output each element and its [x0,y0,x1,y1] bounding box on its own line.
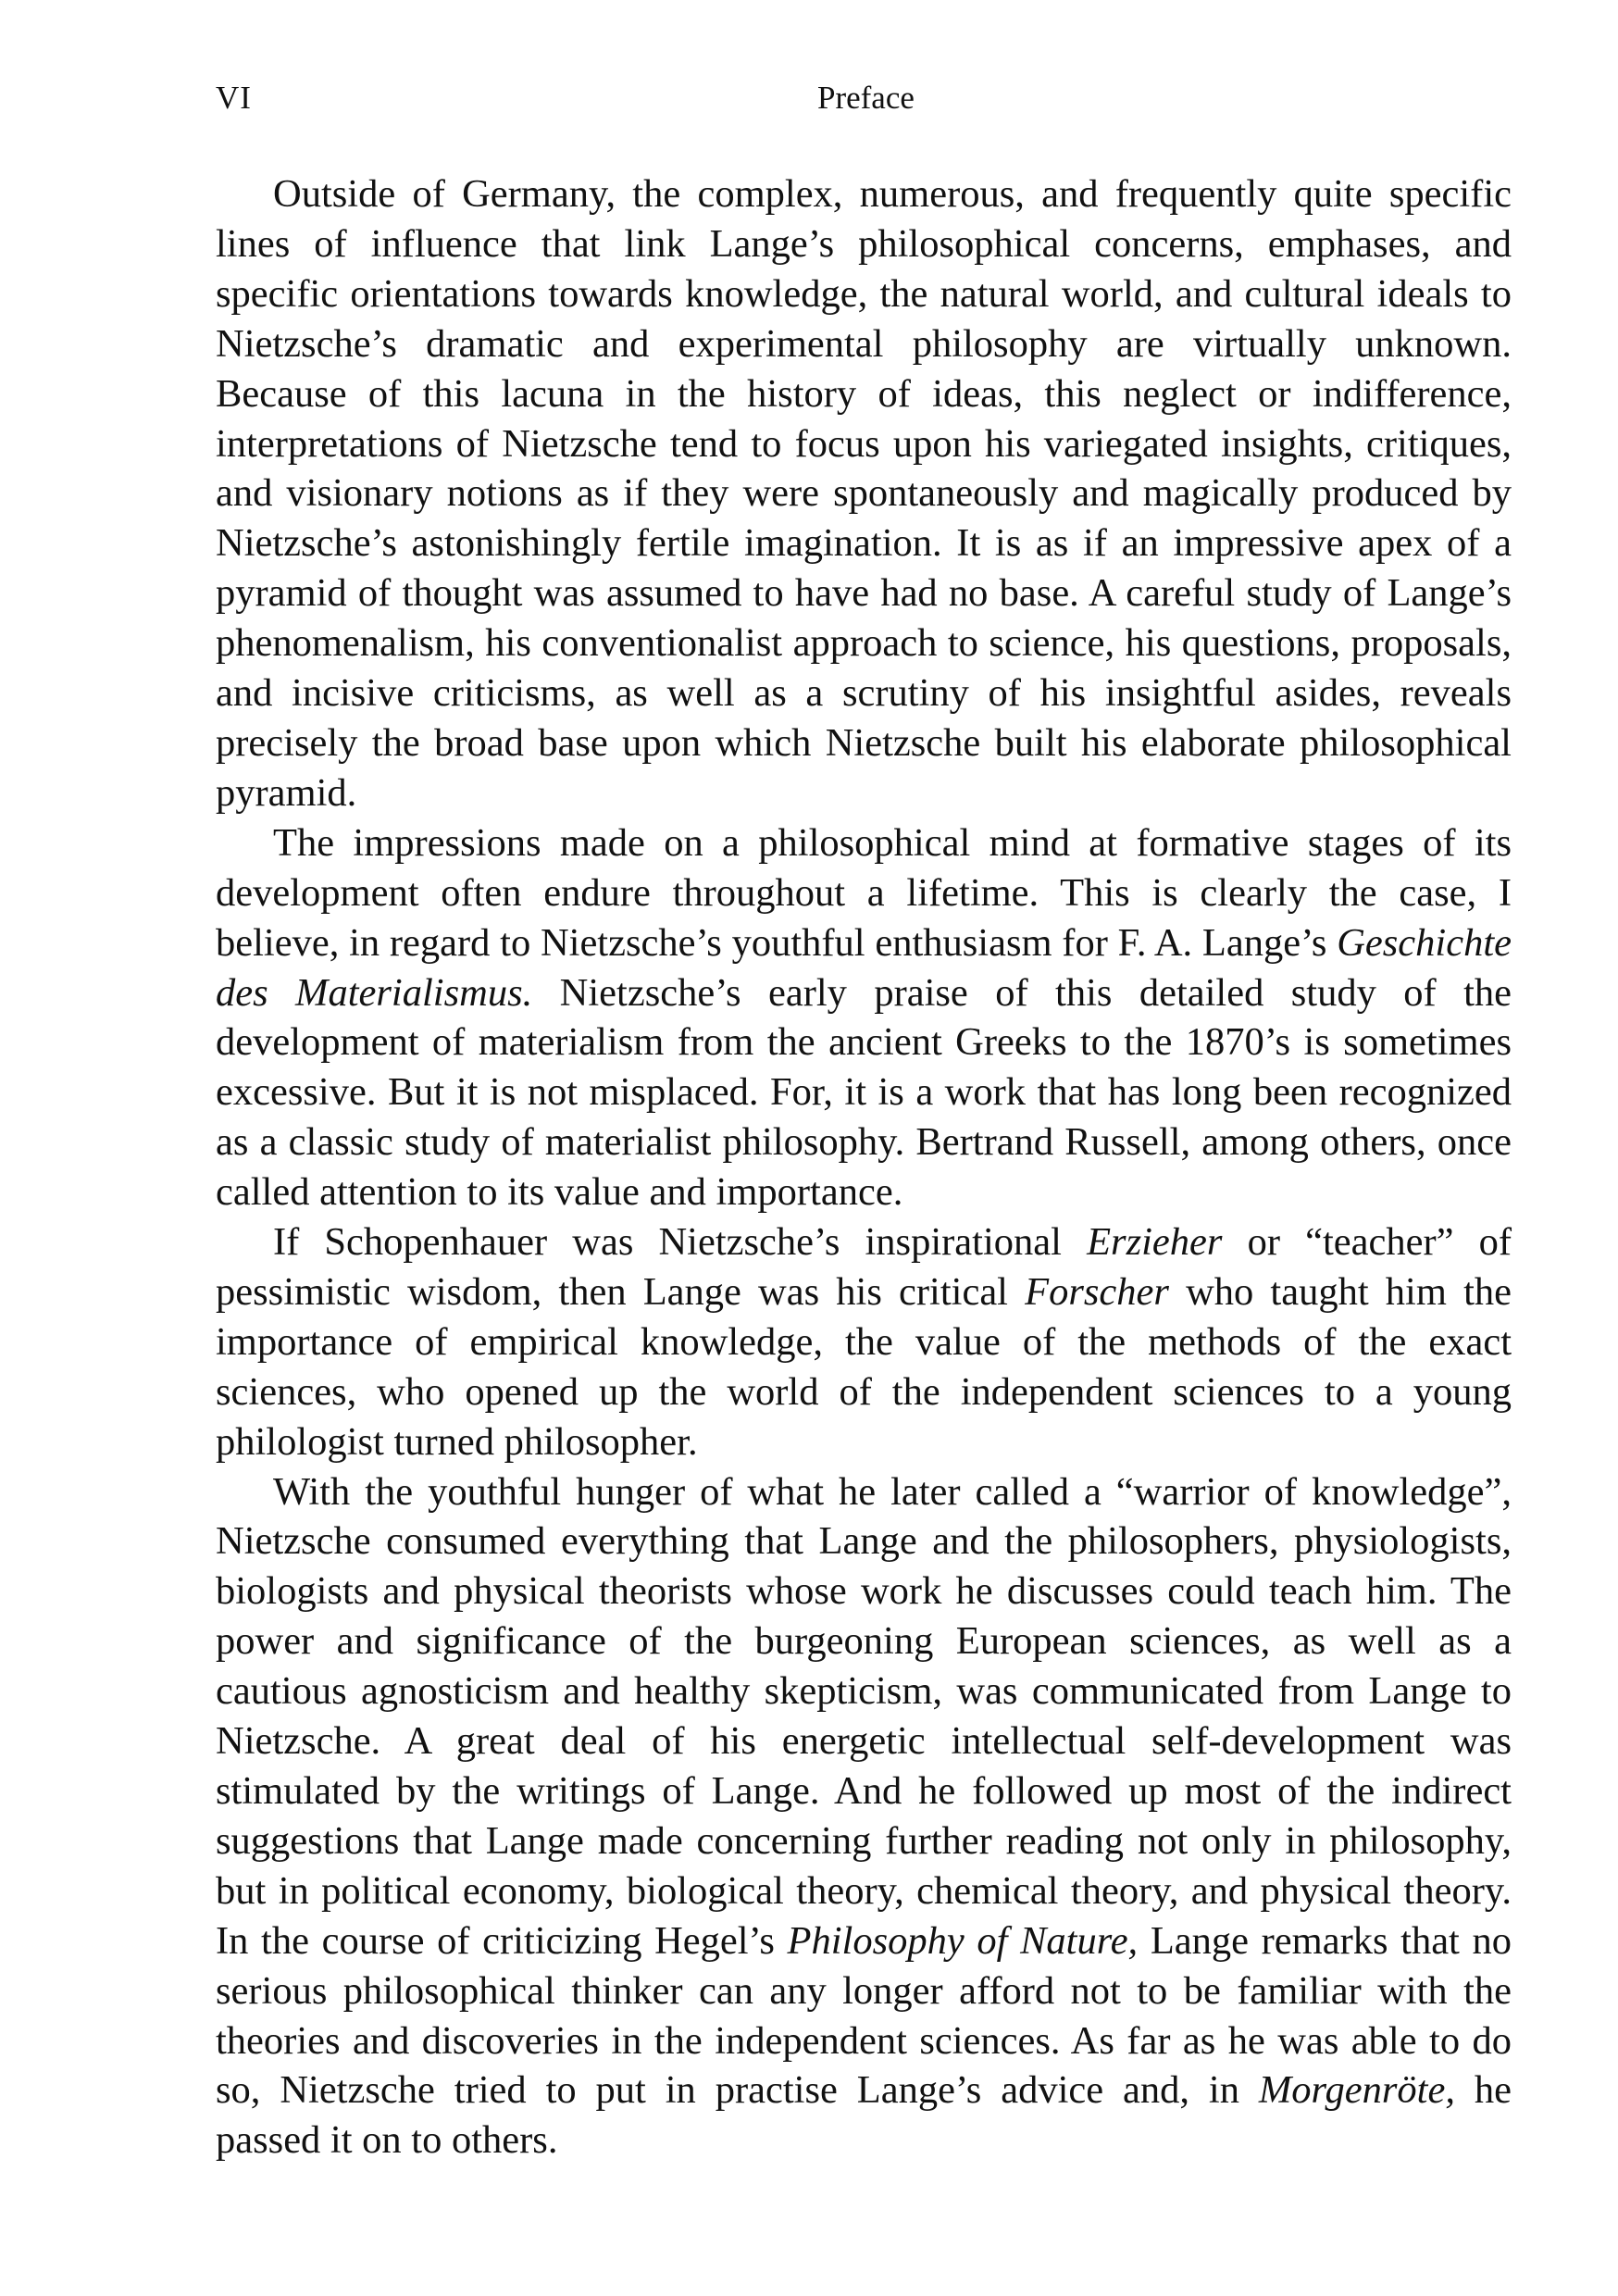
running-head [216,80,1512,126]
paragraph-3-text-2: or “teacher” of pessimistic wisdom, then Lange was his critical [216,1220,1512,1314]
term-forscher: Forscher [1025,1269,1169,1314]
paragraph-4-text-2: Lange remarks that no serious philosophical thinker can any longer afford not to be familiar with the theories and discoveries in the independent sciences. As far as he was able to do so, Nietzsche tried to put in practise Lange’s advice and, in [216,1918,1512,2113]
book-title-philosophy-of-nature: Philosophy of Nature, [787,1918,1139,1963]
paragraph-2-text-1: The impressions made on a philosophical mind at formative stages of its development often endure throughout a lifetime. This is clearly the case, I believe, in regard to Nietzsche’s youthful enthusiasm for F. A. Lange’s [216,820,1512,965]
paragraph-3-text-3: who taught him the importance of empirical knowledge, the value of the methods of the exact sciences, who opened up the world of the independent sciences to a young philologist turned philosopher. [216,1269,1512,1464]
paragraph-4-text-1: With the youthful hunger of what he later called a “warrior of knowledge”, Nietzsche consumed everything that Lange and the philosophers, physiologists, biologists and physical theorists whose work he discusses could teach him. The power and significance of the burgeoning European sciences, as well as a cautious agnosticism and healthy skepticism, was communicated from Lange to Nietzsche. A great deal of his energetic intellectual self-development was stimulated by the writings of Lange. And he followed up most of the indirect suggestions that Lange made concerning further reading not only in philosophy, but in political economy, biological theory, chemical theory, and physical theory. In the course of criticizing Hegel’s [216,1469,1512,1963]
paragraph-1-text: Outside of Germany, the complex, numerous, and frequently quite specific lines of influence that link Lange’s philosophical concerns, emphases, and specific orientations towards knowledge, the natural world, and cultural ideals to Nietzsche’s dramatic and experimental philosophy are virtually unknown. Because of this lacuna in the history of ideas, this neglect or indifference, interpretations of Nietzsche tend to focus upon his variegated insights, critiques, and visionary notions as if they were spontaneously and magically produced by Nietzsche’s astonishingly fertile imagination. It is as if an impressive apex of a pyramid of thought was assumed to have had no base. A careful study of Lange’s phenomenalism, his conventionalist approach to science, his questions, proposals, and incisive criticisms, as well as a scrutiny of his insightful asides, reveals precisely the broad base upon which Nietzsche built his elaborate philosophical pyramid. [216,172,1512,815]
paragraph-3-text-1: If Schopenhauer was Nietzsche’s inspirational [273,1220,1088,1265]
book-title-geschichte: Geschichte des Materialismus. [216,920,1512,1015]
paragraph-4 [216,1467,1512,2166]
paragraph-1 [216,169,1512,818]
page [216,0,1512,2296]
book-title-morgenroete: Morgenröte, [1258,2068,1455,2113]
paragraph-4-text-3: he passed it on to others. [216,2068,1512,2163]
paragraph-2-text-2: Nietzsche’s early praise of this detailed study of the development of materialism from the ancient Greeks to the 1870’s is sometimes excessive. But it is not misplaced. For, it is a work that has long been recognized as a classic study of materialist philosophy. Bertrand Russell, among others, once called attention to its value and importance. [216,970,1512,1215]
body-text [216,169,1512,2165]
paragraph-2 [216,818,1512,1217]
running-title: Preface [817,80,915,116]
paragraph-3 [216,1217,1512,1467]
term-erzieher: Erzieher [1087,1220,1223,1265]
page-number: VI [216,80,252,116]
